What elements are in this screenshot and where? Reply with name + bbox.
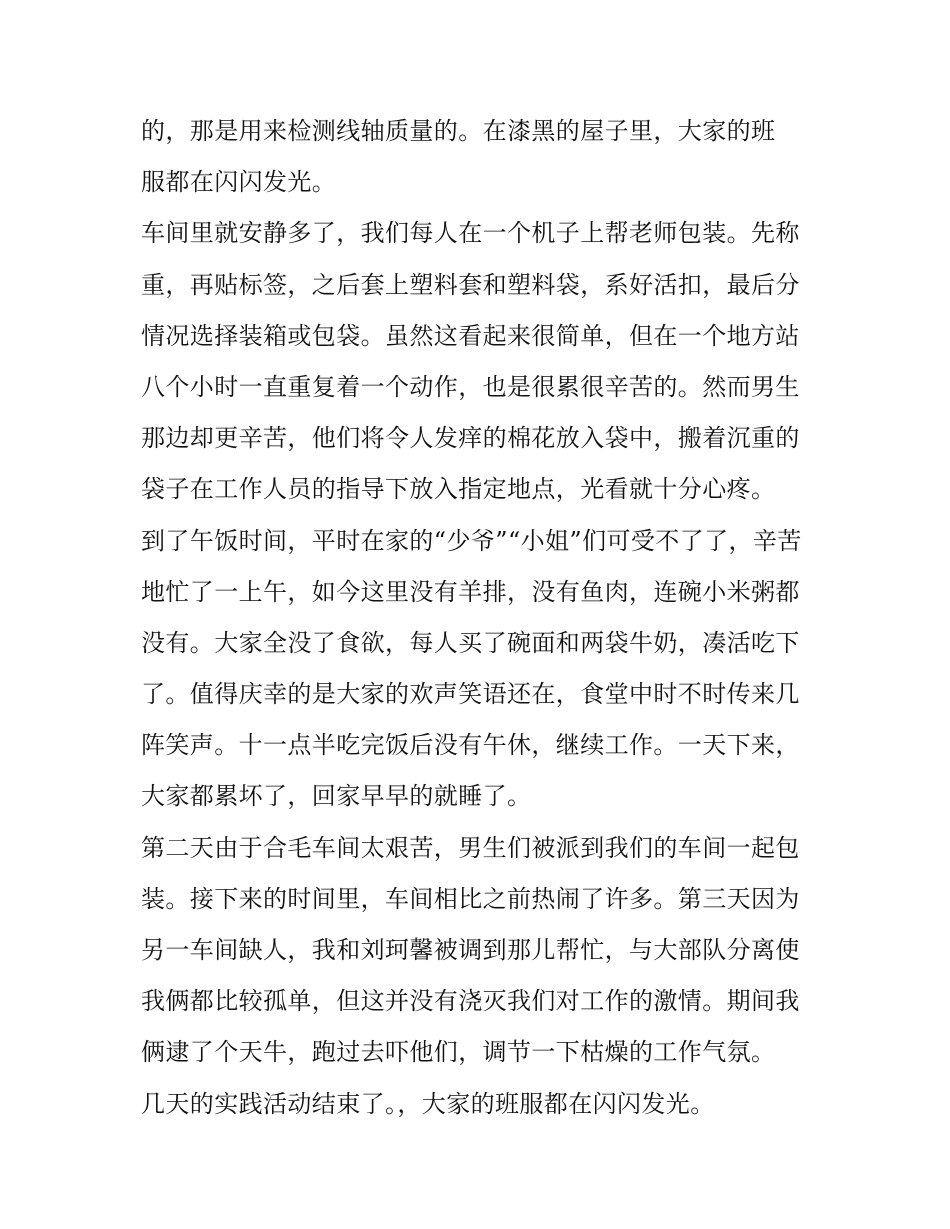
text-line: 那边却更辛苦，他们将令人发痒的棉花放入袋中，搬着沉重的 xyxy=(141,424,800,453)
document-body xyxy=(141,106,821,1130)
text-line: 装。接下来的时间里，车间相比之前热闹了许多。第三天因为 xyxy=(141,884,800,913)
text-line: 的，那是用来检测线轴质量的。在漆黑的屋子里，大家的班 xyxy=(141,117,776,145)
text-line: 几天的实践活动结束了。，大家的班服都在闪闪发光。 xyxy=(141,1089,715,1118)
text-line: 没有。大家全没了食欲，每人买了碗面和两袋牛奶，凑活吃下 xyxy=(141,628,800,657)
text-line: 地忙了一上午，如今这里没有羊排，没有鱼肉，连碗小米粥都 xyxy=(141,577,800,606)
text-line: 了。值得庆幸的是大家的欢声笑语还在，食堂中时不时传来几 xyxy=(141,680,800,709)
text-line: 八个小时一直重复着一个动作，也是很累很辛苦的。然而男生 xyxy=(141,372,800,401)
text-line: 车间里就安静多了，我们每人在一个机子上帮老师包装。先称 xyxy=(141,219,800,248)
text-line: 我俩都比较孤单，但这并没有浇灭我们对工作的激情。期间我 xyxy=(141,987,800,1016)
text-line: 服都在闪闪发光。 xyxy=(141,168,337,197)
text-line: 另一车间缺人，我和刘珂馨被调到那儿帮忙，与大部队分离使 xyxy=(141,936,800,964)
text-line: 到了午饭时间，平时在家的“少爷”“小姐”们可受不了了，辛苦 xyxy=(141,526,802,555)
text-line: 第二天由于合毛车间太艰苦，男生们被派到我们的车间一起包 xyxy=(141,833,800,862)
text-line: 袋子在工作人员的指导下放入指定地点，光看就十分心疼。 xyxy=(141,475,776,504)
text-line: 大家都累坏了，回家早早的就睡了。 xyxy=(141,782,532,811)
text-line: 重，再贴标签，之后套上塑料套和塑料袋，系好活扣，最后分 xyxy=(141,270,800,299)
text-line: 阵笑声。十一点半吃完饭后没有午休，继续工作。一天下来， xyxy=(141,731,800,760)
text-line: 情况选择装箱或包袋。虽然这看起来很简单，但在一个地方站 xyxy=(141,321,800,350)
text-line: 俩逮了个天牛，跑过去吓他们，调节一下枯燥的工作气氛。 xyxy=(141,1038,776,1067)
